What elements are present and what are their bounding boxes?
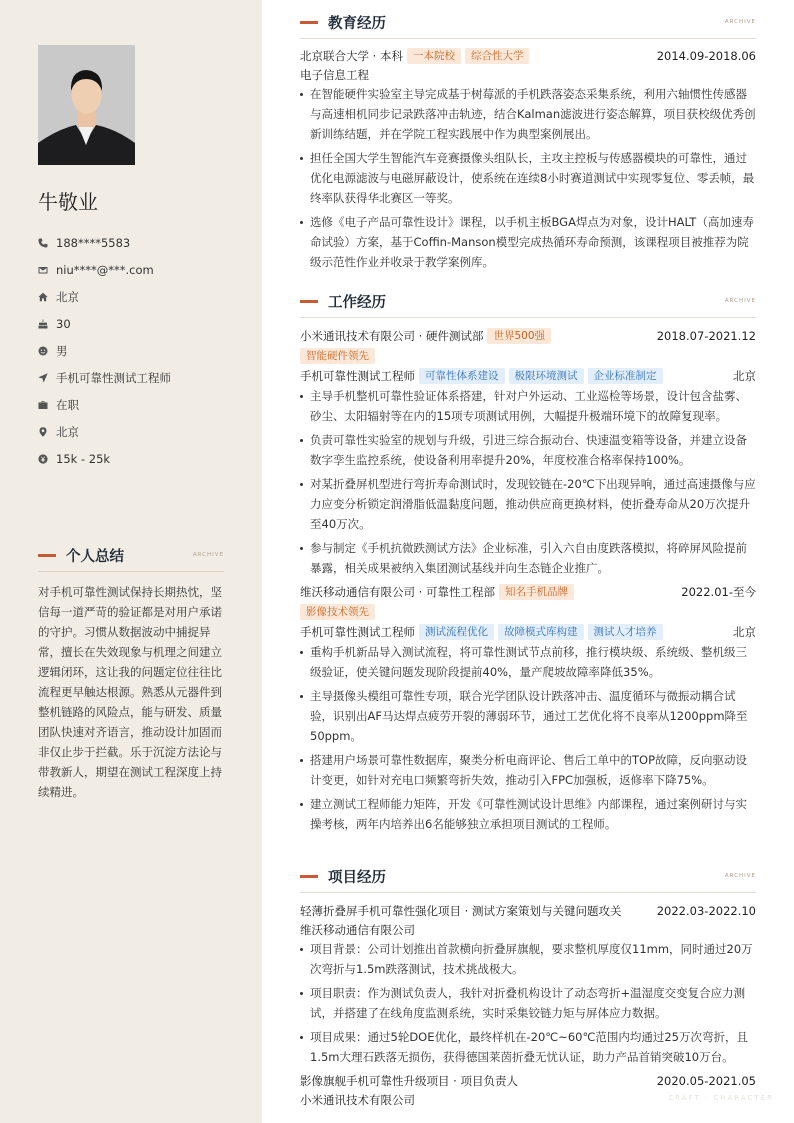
projects-section (300, 865, 756, 1109)
list-item: 搭建用户场景可靠性数据库，聚类分析电商评论、售后工单中的TOP故障，反向驱动设计变更，如针对充电口频繁弯折失效，推动引入FPC加强板，返修率下降75%。 (300, 750, 756, 790)
footer-watermark: CRAFT · CHARACTER (668, 1094, 774, 1102)
company-badge: 智能硬件领先 (300, 348, 375, 364)
summary-header (38, 544, 224, 566)
job-role: 手机可靠性测试工程师 (300, 625, 415, 639)
company-badge: 世界500强 (487, 328, 551, 344)
location-icon (38, 427, 56, 437)
major-row (300, 66, 756, 84)
skill-badge: 测试人才培养 (588, 624, 663, 640)
position-text: 手机可靠性测试工程师 (56, 370, 171, 385)
list-item: 担任全国大学生智能汽车竞赛摄像头组队长，主攻主控板与传感器模块的可靠性，通过优化电源滤波与电磁屏蔽设计，使系统在连续8小时赛道测试中实现零复位、零丢帧，最终率队获得华北赛区一等奖。 (300, 148, 756, 208)
job-entry (300, 326, 756, 578)
major-name: 电子信息工程 (300, 68, 369, 82)
work-header (300, 290, 756, 312)
school-name: 北京联合大学 · 本科 (300, 49, 403, 63)
list-item: 项目职责：作为测试负责人，我针对折叠机构设计了动态弯折+温湿度交变复合应力测试，并搭建了在线角度监测系统，实时采集铰链力矩与屏体应力数据。 (300, 983, 756, 1023)
skill-badge: 测试流程优化 (419, 624, 494, 640)
job-bullets (300, 386, 756, 578)
section-divider (38, 571, 224, 572)
job-role-row (300, 366, 756, 386)
job-role: 手机可靠性测试工程师 (300, 369, 415, 383)
section-accent-bar (300, 21, 318, 24)
skill-badge: 企业标准制定 (588, 368, 663, 384)
project-entry (300, 901, 756, 1067)
section-accent-bar (300, 875, 318, 878)
salary-text: 15k - 25k (56, 451, 111, 466)
section-accent-bar (38, 554, 56, 557)
list-item: 建立测试工程师能力矩阵，开发《可靠性测试设计思维》内部课程，通过案例研讨与实操考核，两年内培养出6名能够独立承担项目测试的工程师。 (300, 794, 756, 834)
job-city: 北京 (733, 625, 756, 639)
project-company-row (300, 921, 756, 939)
info-age (38, 310, 238, 337)
school-badge: 综合性大学 (465, 48, 530, 64)
job-company-row (300, 326, 756, 346)
company-badge: 知名手机品牌 (499, 584, 574, 600)
company-badge: 影像技术领先 (300, 604, 375, 620)
list-item: 重构手机新品导入测试流程，将可靠性测试节点前移，推行模块级、系统级、整机级三级验证，使关键问题发现阶段提前40%，量产爬坡故障率降低35%。 (300, 642, 756, 682)
sidebar (0, 0, 262, 1123)
info-position (38, 364, 238, 391)
section-accent-bar (300, 300, 318, 303)
info-salary (38, 445, 238, 472)
work-tag: ARCHIVE (724, 298, 756, 304)
gender-icon (38, 346, 56, 356)
list-item: 项目背景：公司计划推出首款横向折叠屏旗舰，要求整机厚度仅11mm，同时通过20万次弯折与1.5m跌落测试，技术挑战极大。 (300, 939, 756, 979)
home-text: 北京 (56, 289, 79, 304)
list-item: 主导摄像头模组可靠性专项，联合光学团队设计跌落冲击、温度循环与微振动耦合试验，识别出AF马达焊点疲劳开裂的薄弱环节，通过工艺优化将不良率从1200ppm降至50ppm。 (300, 686, 756, 746)
skill-badge: 极限环境测试 (509, 368, 584, 384)
job-badge-row (300, 602, 756, 622)
education-header (300, 11, 756, 33)
summary-tag: ARCHIVE (192, 552, 224, 558)
list-item: 参与制定《手机抗微跌测试方法》企业标准，引入六自由度跌落模拟，将碎屏风险提前暴露，相关成果被纳入集团测试基线并向生态链企业推广。 (300, 538, 756, 578)
skill-badge: 故障模式库构建 (498, 624, 584, 640)
list-item: 选修《电子产品可靠性设计》课程，以手机主板BGA焊点为对象，设计HALT（高加速寿命试验）方案，基于Coffin-Manson模型完成热循环寿命预测，该课程项目被推荐为院级示范性作业并收录于教学案例库。 (300, 212, 756, 272)
school-badge: 一本院校 (407, 48, 461, 64)
summary-text: 对手机可靠性测试保持长期热忱，坚信每一道严苛的验证都是对用户承诺的守护。习惯从数据波动中捕捉异常，擅长在失效现象与机理之间建立逻辑闭环，这让我的问题定位往往比流程更早触达根源。熟悉从元器件到整机链路的风险点，能与研发、质量团队快速对齐语言，推动设计加固而非仅止步于拦截。乐于沉淀方法论与带教新人，期望在测试工程深度上持续精进。 (38, 585, 222, 799)
skill-badge: 可靠性体系建设 (419, 368, 505, 384)
project-company: 维沃移动通信有限公司 (300, 923, 415, 937)
home-icon (38, 292, 56, 302)
company-name: 维沃移动通信有限公司 · 可靠性工程部 (300, 585, 495, 599)
status-text: 在职 (56, 397, 79, 412)
project-date: 2022.03-2022.10 (656, 904, 756, 918)
education-bullets (300, 84, 756, 272)
list-item: 负责可靠性实验室的规划与升级，引进三综合振动台、快速温变箱等设备，并建立设备数字孪生监控系统，使设备利用率提升20%，年度校准合格率保持100%。 (300, 430, 756, 470)
work-section (300, 290, 756, 838)
job-date: 2022.01-至今 (681, 585, 756, 599)
projects-tag: ARCHIVE (724, 873, 756, 879)
projects-header (300, 865, 756, 887)
info-phone (38, 229, 238, 256)
summary-section (38, 544, 224, 802)
job-city: 北京 (733, 369, 756, 383)
location-text: 北京 (56, 424, 79, 439)
gender-text: 男 (56, 343, 68, 358)
project-name: 影像旗舰手机可靠性升级项目 · 项目负责人 (300, 1074, 518, 1088)
briefcase-icon (38, 400, 56, 410)
info-email (38, 256, 238, 283)
send-icon (38, 373, 56, 383)
job-date: 2018.07-2021.12 (656, 329, 756, 343)
job-bullets (300, 642, 756, 834)
phone-text: 188****5583 (56, 235, 131, 250)
list-item: 主导手机整机可靠性验证体系搭建，针对户外运动、工业巡检等场景，设计包含盐雾、砂尘、太阳辐射等在内的15项专项测试用例，大幅提升极端环境下的故障复现率。 (300, 386, 756, 426)
phone-icon (38, 238, 56, 248)
summary-title: 个人总结 (66, 548, 124, 565)
info-location (38, 418, 238, 445)
project-name-row (300, 1071, 756, 1091)
list-item: 对某折叠屏机型进行弯折寿命测试时，发现铰链在-20℃下出现异响，通过高速摄像与应力应变分析锁定润滑脂低温黏度问题，推动供应商更换材料，使折叠寿命从20万次提升至40万次。 (300, 474, 756, 534)
email-text: niu****@***.com (56, 262, 154, 277)
info-gender (38, 337, 238, 364)
project-bullets (300, 939, 756, 1067)
company-name: 小米通讯技术有限公司 · 硬件测试部 (300, 329, 484, 343)
project-name: 轻薄折叠屏手机可靠性强化项目 · 测试方案策划与关键问题攻关 (300, 904, 622, 918)
education-tag: ARCHIVE (724, 19, 756, 25)
job-company-row (300, 582, 756, 602)
info-home (38, 283, 238, 310)
list-item: 在智能硬件实验室主导完成基于树莓派的手机跌落姿态采集系统，利用六轴惯性传感器与高速相机同步记录跌落冲击轨迹，结合Kalman滤波进行姿态解算，项目获校级优秀创新训练结题，并在学院工程实践展中作为典型案例展出。 (300, 84, 756, 144)
age-text: 30 (56, 316, 71, 331)
contact-info-list (38, 229, 238, 472)
work-title: 工作经历 (328, 294, 386, 311)
cake-icon (38, 319, 56, 329)
project-company: 小米通讯技术有限公司 (300, 1093, 415, 1107)
candidate-name: 牛敬业 (38, 190, 98, 214)
project-entry (300, 1071, 756, 1109)
profile-photo (38, 45, 135, 165)
education-date: 2014.09-2018.06 (656, 49, 756, 63)
project-date: 2020.05-2021.05 (656, 1074, 756, 1088)
project-name-row (300, 901, 756, 921)
education-section (300, 11, 756, 276)
info-status (38, 391, 238, 418)
salary-icon (38, 454, 56, 464)
list-item: 项目成果：通过5轮DOE优化，最终样机在-20℃~60℃范围内均通过25万次弯折，且1.5m大理石跌落无损伤，获得德国莱茵折叠无忧认证，助力产品首销突破10万台。 (300, 1027, 756, 1067)
mail-icon (38, 265, 56, 275)
projects-title: 项目经历 (328, 869, 386, 886)
job-entry (300, 582, 756, 834)
job-role-row (300, 622, 756, 642)
education-row (300, 46, 756, 66)
job-badge-row (300, 346, 756, 366)
education-title: 教育经历 (328, 15, 386, 32)
